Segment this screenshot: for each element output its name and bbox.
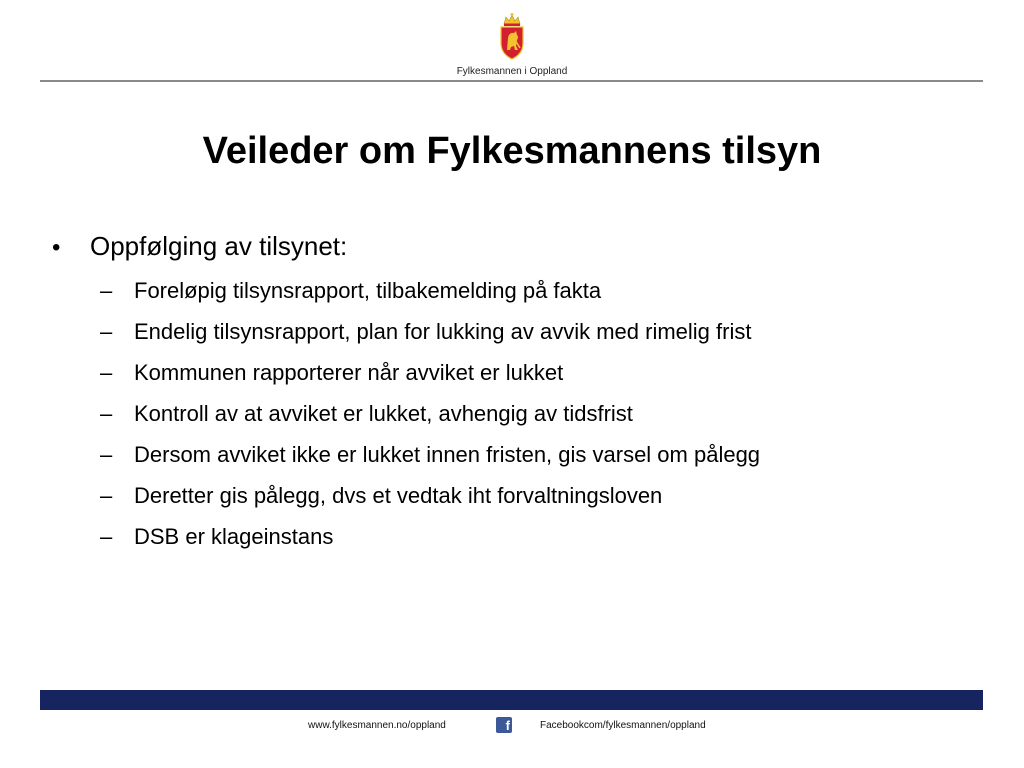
footer-band [40,690,983,710]
website-link[interactable]: www.fylkesmannen.no/oppland [308,720,446,731]
sub-bullet-item [50,276,990,306]
coat-of-arms-icon [496,12,528,62]
org-name: Fylkesmannen i Oppland [456,66,568,77]
dash-marker: – [100,442,113,467]
bullet-dot: • [52,234,61,261]
sub-bullet-item [50,399,990,429]
sub-bullet-text: Kommunen rapporterer når avviket er lukket [134,360,564,385]
sub-bullet-item [50,358,990,388]
sub-bullet-item [50,317,990,347]
dash-marker: – [100,524,113,549]
facebook-icon[interactable]: f [496,717,512,733]
main-bullet-text: Oppfølging av tilsynet: [90,231,348,261]
dash-marker: – [100,360,113,385]
sub-bullet-text: Dersom avviket ikke er lukket innen fristen, gis varsel om pålegg [134,442,761,467]
sub-bullet-text: DSB er klageinstans [134,524,334,549]
dash-marker: – [100,278,113,303]
dash-marker: – [100,483,113,508]
slide-title: Veileder om Fylkesmannens tilsyn [202,130,822,172]
sub-bullet-item [50,481,990,511]
main-bullet [50,228,990,266]
sub-bullet-text: Deretter gis pålegg, dvs et vedtak iht forvaltningsloven [134,483,663,508]
facebook-link[interactable]: Facebookcom/fylkesmannen/oppland [540,720,706,731]
header-divider [40,80,983,82]
sub-bullet-text: Kontroll av at avviket er lukket, avhengig av tidsfrist [134,401,633,426]
sub-bullet-item [50,440,990,470]
slide-footer [0,717,1024,737]
sub-bullet-text: Endelig tilsynsrapport, plan for lukking av avvik med rimelig frist [134,319,752,344]
dash-marker: – [100,319,113,344]
slide-content [50,228,990,563]
slide-header [0,0,1024,84]
dash-marker: – [100,401,113,426]
sub-bullet-text: Foreløpig tilsynsrapport, tilbakemelding på fakta [134,278,602,303]
sub-bullet-item [50,522,990,552]
sub-bullet-list [50,276,990,552]
